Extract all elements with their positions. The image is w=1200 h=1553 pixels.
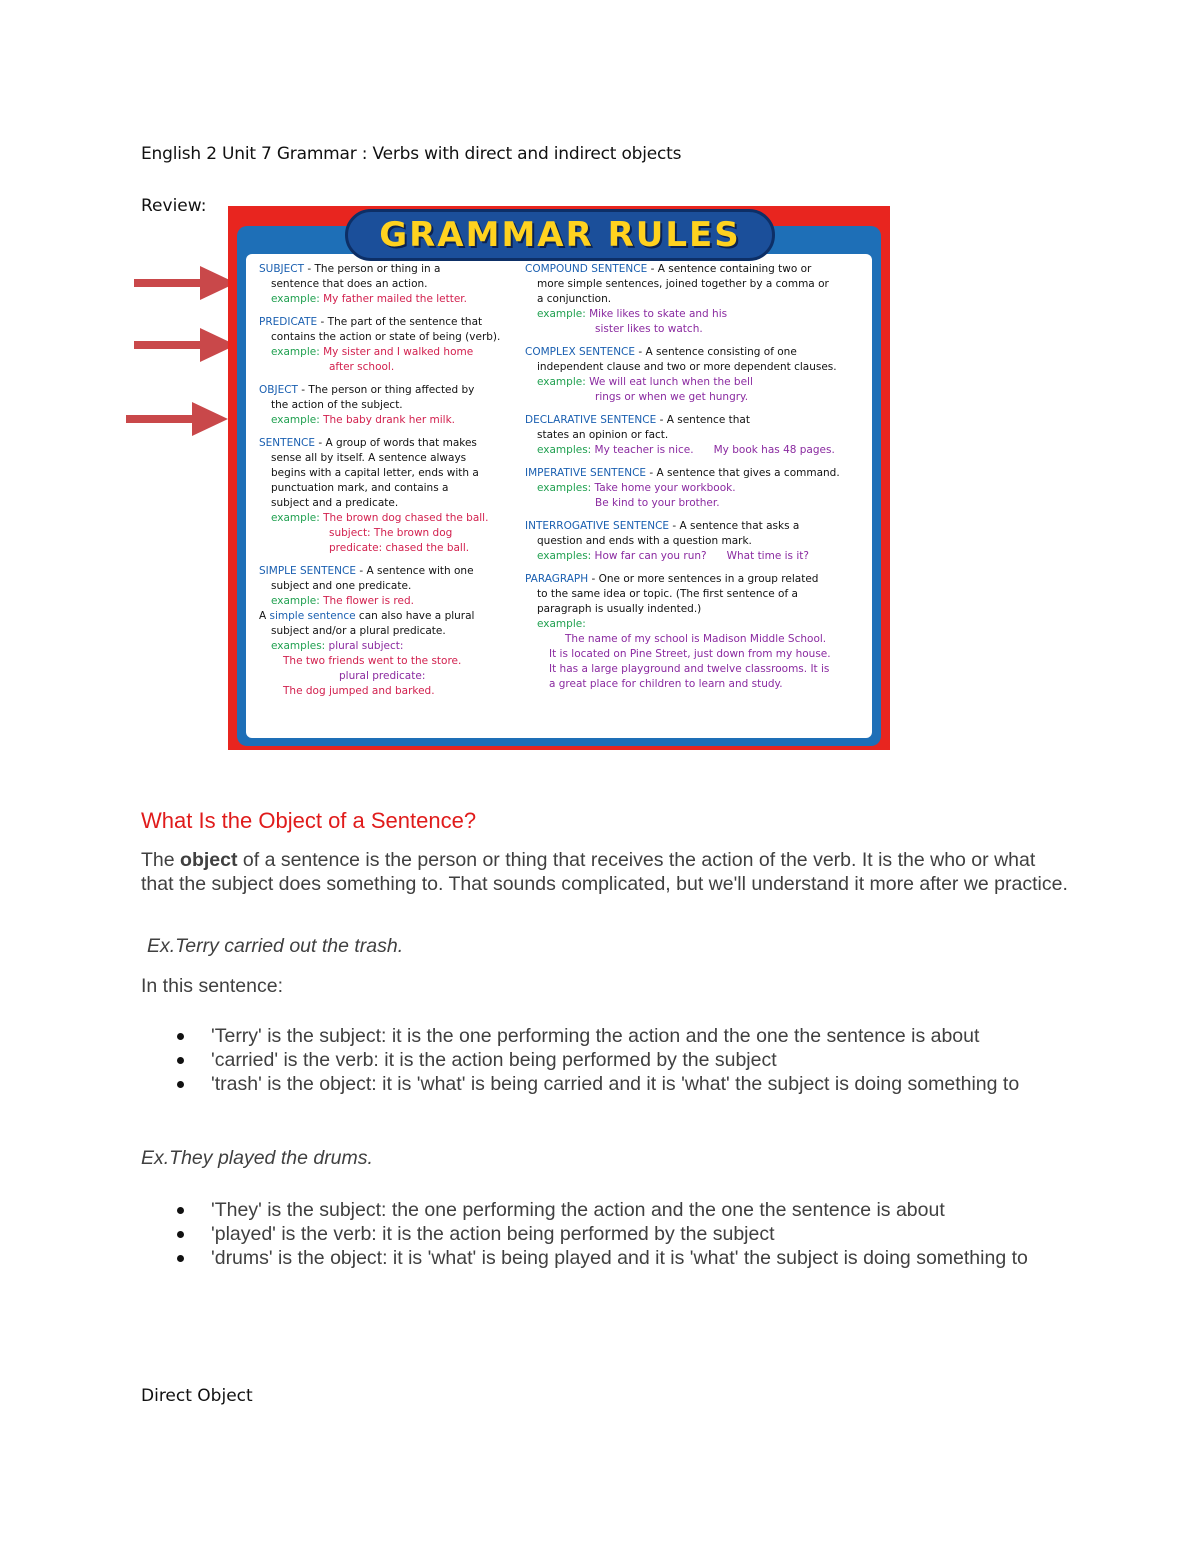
example-label: examples: xyxy=(537,550,592,562)
bullet-list xyxy=(141,1024,1061,1096)
rule-def: contains the action or state of being (verb). xyxy=(271,331,501,343)
example-text: The brown dog chased the ball. xyxy=(323,512,489,524)
list-item xyxy=(141,1072,1061,1096)
rule-term: DECLARATIVE SENTENCE xyxy=(525,414,657,426)
example-text: It has a large playground and twelve classrooms. It is xyxy=(549,663,830,675)
rule-compound-sentence xyxy=(525,262,870,337)
rule-def: - A group of words that makes xyxy=(315,437,477,449)
example-label: examples: xyxy=(537,444,592,456)
rule-def: paragraph is usually indented.) xyxy=(537,603,702,615)
example-text: My sister and I walked home xyxy=(323,346,474,358)
list-item xyxy=(141,1024,1061,1048)
rule-sentence xyxy=(259,436,519,556)
list-item-text: 'They' is the subject: the one performing the action and the one the sentence is about xyxy=(211,1199,945,1221)
list-item xyxy=(141,1246,1061,1270)
example-label: example: xyxy=(271,414,320,426)
example-text: Take home your workbook. xyxy=(594,482,736,494)
rule-complex-sentence xyxy=(525,345,870,405)
example-label: example: xyxy=(271,293,320,305)
document-title: English 2 Unit 7 Grammar : Verbs with direct and indirect objects xyxy=(141,144,682,164)
poster-left-column xyxy=(259,262,519,707)
rule-def: A xyxy=(259,610,270,622)
example-label: examples: xyxy=(271,640,326,652)
example-text: It is located on Pine Street, just down from my house. xyxy=(549,648,831,660)
bullet-icon xyxy=(177,1033,184,1040)
example-sentence: Ex.They played the drums. xyxy=(141,1147,373,1169)
review-label: Review: xyxy=(141,196,207,216)
example-text: Mike likes to skate and his xyxy=(589,308,728,320)
example-text: predicate: chased the ball. xyxy=(329,542,470,554)
grammar-rules-poster xyxy=(228,206,890,750)
rule-term: OBJECT xyxy=(259,384,298,396)
example-text: What time is it? xyxy=(726,550,809,562)
example-text: after school. xyxy=(329,361,395,373)
rule-def: - The person or thing in a xyxy=(304,263,441,275)
rule-def: subject and one predicate. xyxy=(271,580,412,592)
rule-def: sense all by itself. A sentence always xyxy=(271,452,467,464)
rule-object xyxy=(259,383,519,428)
bullet-list xyxy=(141,1198,1061,1270)
example-text: The dog jumped and barked. xyxy=(283,685,435,697)
rule-def: subject and/or a plural predicate. xyxy=(271,625,446,637)
rule-def: can also have a plural xyxy=(355,610,475,622)
rule-def: - A sentence that asks a xyxy=(669,520,800,532)
arrow-icon xyxy=(134,266,236,300)
example-label: example: xyxy=(537,618,586,630)
object-definition-paragraph xyxy=(141,848,1071,896)
rule-def: sentence that does an action. xyxy=(271,278,428,290)
rule-term: IMPERATIVE SENTENCE xyxy=(525,467,647,479)
example-text: My father mailed the letter. xyxy=(323,293,467,305)
rule-simple-sentence xyxy=(259,564,519,699)
bold-term: object xyxy=(180,849,238,871)
rule-def: the action of the subject. xyxy=(271,399,403,411)
rule-def: to the same idea or topic. (The first sentence of a xyxy=(537,588,798,600)
bullet-icon xyxy=(177,1207,184,1214)
rule-term: SIMPLE SENTENCE xyxy=(259,565,356,577)
rule-def: more simple sentences, joined together by a comma or xyxy=(537,278,829,290)
example-label: example: xyxy=(271,346,320,358)
list-item xyxy=(141,1048,1061,1072)
poster-right-column xyxy=(525,262,870,700)
list-item xyxy=(141,1198,1061,1222)
example-label: plural predicate: xyxy=(339,670,426,682)
example-label: example: xyxy=(271,595,320,607)
list-item xyxy=(141,1222,1061,1246)
bullet-icon xyxy=(177,1057,184,1064)
example-text: subject: The brown dog xyxy=(329,527,453,539)
arrow-icon xyxy=(126,402,228,436)
example-label: example: xyxy=(271,512,320,524)
example-text: We will eat lunch when the bell xyxy=(589,376,753,388)
example-text: The flower is red. xyxy=(323,595,414,607)
bullet-icon xyxy=(177,1231,184,1238)
rule-predicate xyxy=(259,315,519,375)
rule-subject xyxy=(259,262,519,307)
rule-def: subject and a predicate. xyxy=(271,497,399,509)
arrow-icon xyxy=(134,328,236,362)
rule-imperative-sentence xyxy=(525,466,870,511)
rule-def: - A sentence containing two or xyxy=(647,263,812,275)
list-item-text: 'trash' is the object: it is 'what' is being carried and it is 'what' the subject is doing something to xyxy=(211,1073,1020,1095)
example-text: a great place for children to learn and study. xyxy=(549,678,783,690)
section-heading: What Is the Object of a Sentence? xyxy=(141,808,477,833)
example-label: example: xyxy=(537,376,586,388)
rule-def: - A sentence that xyxy=(656,414,750,426)
rule-def: question and ends with a question mark. xyxy=(537,535,752,547)
rule-term: simple sentence xyxy=(269,610,356,622)
direct-object-heading: Direct Object xyxy=(141,1386,253,1406)
list-item-text: 'played' is the verb: it is the action being performed by the subject xyxy=(211,1223,775,1245)
rule-def: independent clause and two or more dependent clauses. xyxy=(537,361,837,373)
rule-declarative-sentence xyxy=(525,413,870,458)
example-text: How far can you run? xyxy=(594,550,707,562)
rule-def: - One or more sentences in a group related xyxy=(588,573,819,585)
list-item-text: 'carried' is the verb: it is the action being performed by the subject xyxy=(211,1049,777,1071)
rule-def: begins with a capital letter, ends with a xyxy=(271,467,479,479)
rule-term: SUBJECT xyxy=(259,263,305,275)
rule-term: INTERROGATIVE SENTENCE xyxy=(525,520,670,532)
rule-def: - A sentence consisting of one xyxy=(635,346,797,358)
example-text: sister likes to watch. xyxy=(595,323,703,335)
rule-def: - A sentence that gives a command. xyxy=(646,467,840,479)
in-this-sentence-label: In this sentence: xyxy=(141,975,284,997)
example-text: rings or when we get hungry. xyxy=(595,391,749,403)
example-label: plural subject: xyxy=(328,640,404,652)
example-text: My book has 48 pages. xyxy=(713,444,835,456)
list-item-text: 'drums' is the object: it is 'what' is being played and it is 'what' the subject is doing something to xyxy=(211,1247,1028,1269)
rule-paragraph xyxy=(525,572,870,692)
rule-def: - The person or thing affected by xyxy=(297,384,475,396)
example-text: Be kind to your brother. xyxy=(595,497,720,509)
rule-def: - A sentence with one xyxy=(356,565,474,577)
rule-def: punctuation mark, and contains a xyxy=(271,482,449,494)
rule-def: a conjunction. xyxy=(537,293,612,305)
rule-term: PARAGRAPH xyxy=(525,573,589,585)
rule-term: COMPOUND SENTENCE xyxy=(525,263,648,275)
example-label: examples: xyxy=(537,482,592,494)
bullet-icon xyxy=(177,1081,184,1088)
list-item-text: 'Terry' is the subject: it is the one performing the action and the one the sentence is about xyxy=(211,1025,980,1047)
example-label: example: xyxy=(537,308,586,320)
rule-term: COMPLEX SENTENCE xyxy=(525,346,636,358)
example-text: The name of my school is Madison Middle School. xyxy=(565,633,827,645)
rule-def: states an opinion or fact. xyxy=(537,429,669,441)
example-sentence: Ex.Terry carried out the trash. xyxy=(147,935,404,957)
rule-term: SENTENCE xyxy=(259,437,316,449)
example-text: The baby drank her milk. xyxy=(323,414,455,426)
rule-interrogative-sentence xyxy=(525,519,870,564)
paragraph-text: The xyxy=(141,849,181,871)
poster-banner: GRAMMAR RULES xyxy=(345,209,775,261)
bullet-icon xyxy=(177,1255,184,1262)
paragraph-text: of a sentence is the person or thing that receives the action of the verb. It is the who or what that the subject does something to. That sounds complicated, but we'll understand it more after we practice. xyxy=(141,849,1068,895)
rule-def: - The part of the sentence that xyxy=(317,316,483,328)
rule-term: PREDICATE xyxy=(259,316,318,328)
example-text: The two friends went to the store. xyxy=(283,655,462,667)
example-text: My teacher is nice. xyxy=(594,444,694,456)
